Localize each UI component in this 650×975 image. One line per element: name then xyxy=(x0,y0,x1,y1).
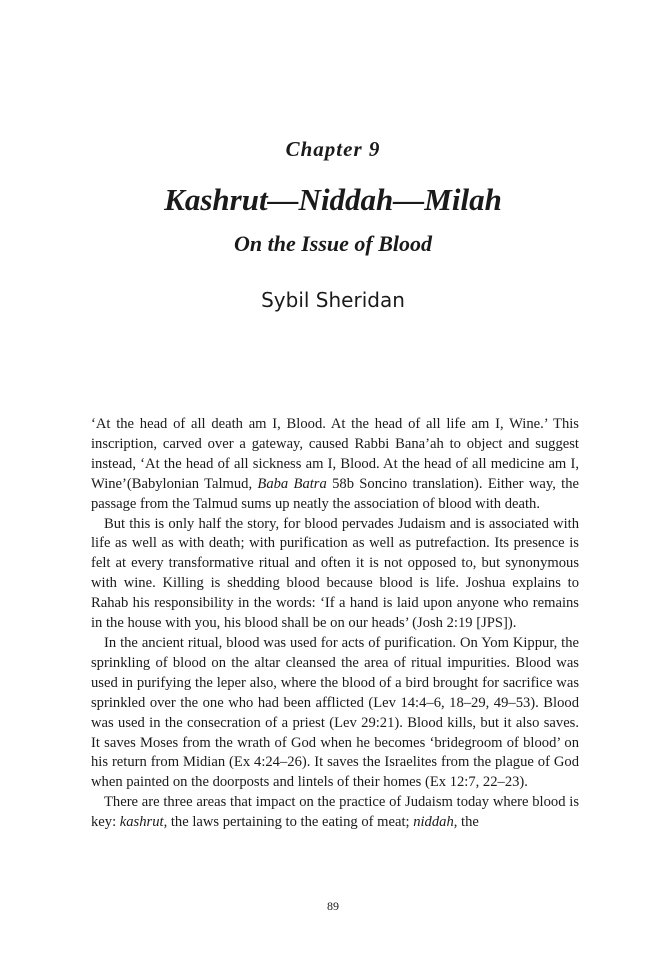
text-run: , the xyxy=(453,814,479,831)
paragraph xyxy=(91,415,579,515)
italic-text: niddah xyxy=(413,814,454,831)
chapter-label: Chapter 9 xyxy=(285,137,381,161)
paragraph: But this is only half the story, for blood pervades Judaism and is associated with life as well as with death; with purification as well as putrefaction. Its presence is felt at every transformative ritual and often it is not opposed to, but synonymous with wine. Killing is shedding blood because blood is life. Joshua explains to Rahab his responsibility in the words: ‘If a hand is laid upon anyone who remains in the house with you, his blood shall be on our heads’ (Josh 2:19 [JPS]). xyxy=(91,515,579,632)
text-run: There are three areas that impact on the practice of Judaism today where blood is key: xyxy=(91,794,579,831)
italic-text: kashrut xyxy=(119,814,164,831)
paragraph xyxy=(91,793,579,833)
body-text xyxy=(91,415,579,833)
italic-text: Baba Batra xyxy=(257,475,327,492)
text-run: , the laws pertaining to the eating of meat; xyxy=(163,814,414,831)
author-name: Sybil Sheridan xyxy=(261,288,405,312)
chapter-subtitle: On the Issue of Blood xyxy=(233,231,433,256)
text-run: ‘At the head of all death am I, Blood. At the head of all life am I, Wine.’ This inscription, carved over a gateway, caused Rabbi Bana’ah to object and suggest instead, ‘At the head of all sickness am I, Blood. At the head of all medicine am I, Wine’(Babylonian Talmud, xyxy=(91,416,579,492)
text-run: 58b Soncino translation). Either way, the passage from the Talmud sums up neatly the association of blood with death. xyxy=(91,475,579,512)
paragraph: In the ancient ritual, blood was used for acts of purification. On Yom Kippur, the sprinkling of blood on the altar cleansed the area of ritual impurities. Blood was used in purifying the leper also, where the blood of a bird brought for sacrifice was sprinkled over the one who had been afflicted (Lev 14:4–6, 18–29, 49–53). Blood was used in the consecration of a priest (Lev 29:21). Blood kills, but it also saves. It saves Moses from the wrath of God when he becomes ‘bridegroom of blood’ on his return from Midian (Ex 4:24–26). It saves the Israelites from the plague of God when painted on the doorposts and lintels of their homes (Ex 12:7, 22–23). xyxy=(91,634,579,791)
page-number: 89 xyxy=(327,899,339,913)
chapter-title: Kashrut—Niddah—Milah xyxy=(164,182,502,217)
